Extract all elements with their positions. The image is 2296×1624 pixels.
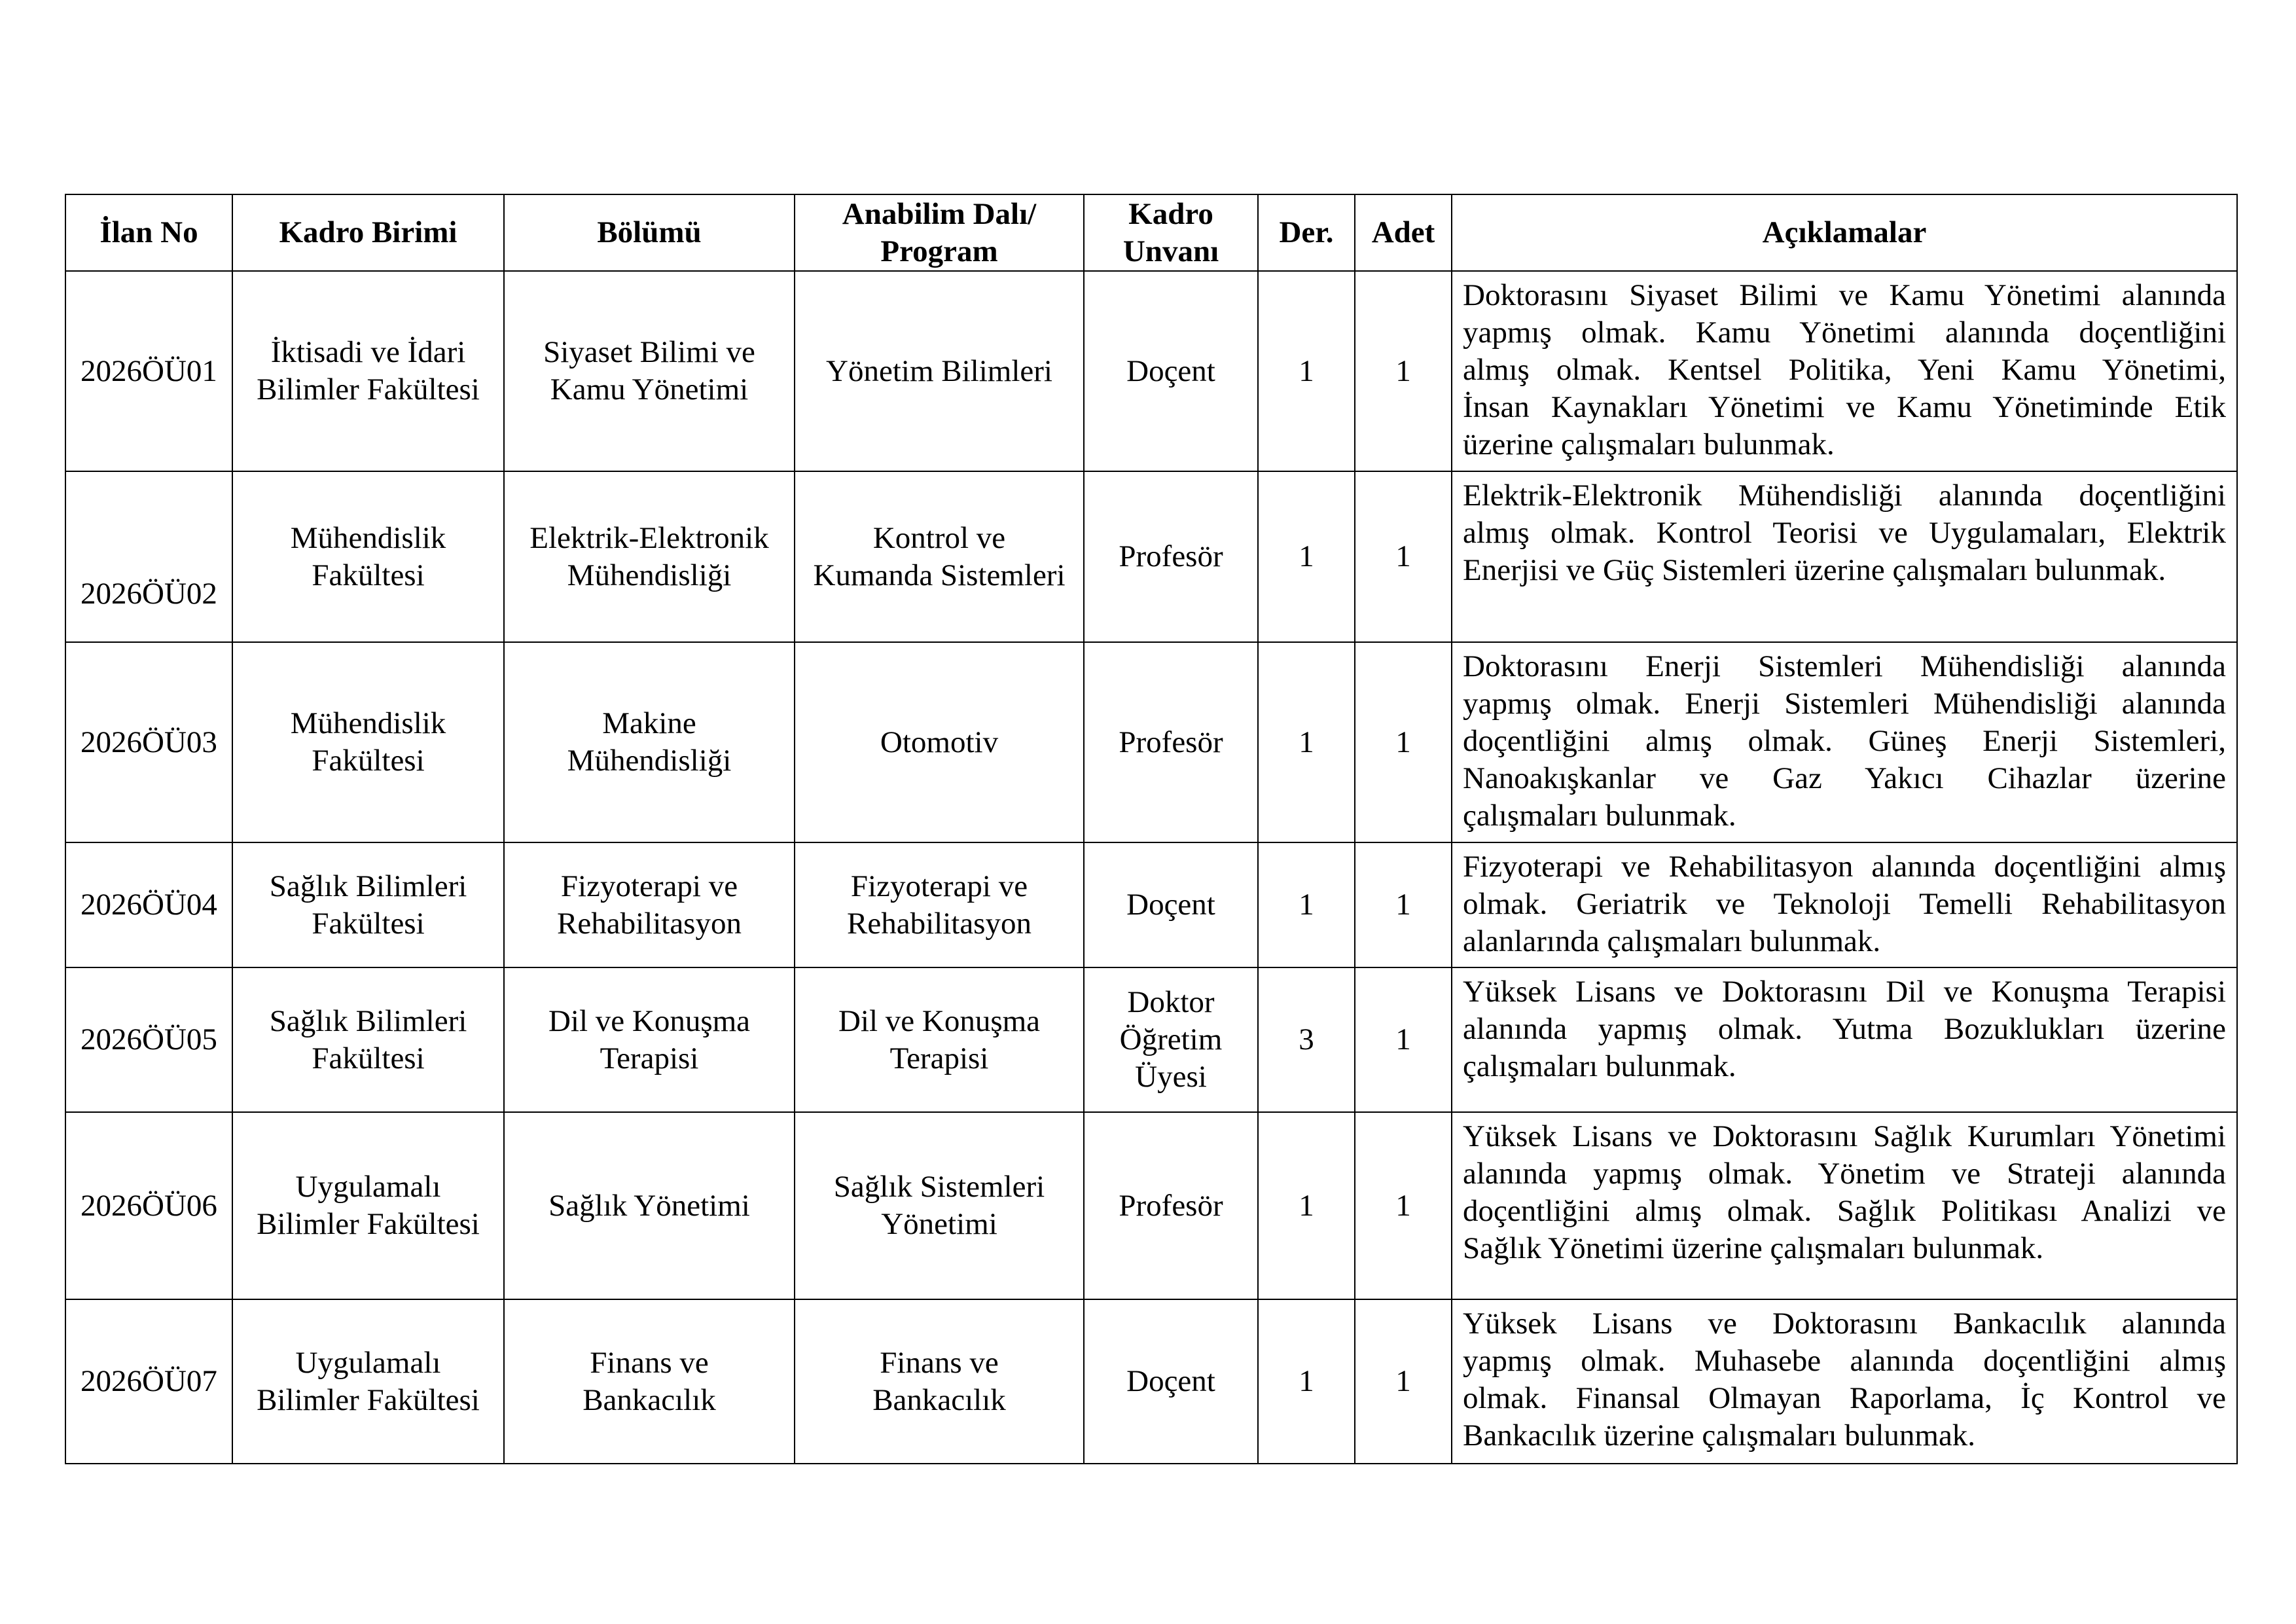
aciklama-cell: Yüksek Lisans ve Doktorasını Sağlık Kurumları Yönetimi alanında yapmış olmak. Yönetim ve Strateji alanında doçentliğini almış olmak. Sağlık Politikası Analizi ve Sağlık Yönetimi üzerine çalışmaları bulunmak. [1452,1112,2237,1299]
der-cell: 1 [1258,842,1355,967]
table-row [65,471,2237,642]
table-row [65,1299,2237,1464]
bolum-cell: Sağlık Yönetimi [504,1112,795,1299]
ilan-no-cell: 2026ÖÜ04 [65,842,232,967]
adet-cell: 1 [1355,642,1452,842]
aciklama-cell: Doktorasını Siyaset Bilimi ve Kamu Yönetimi alanında yapmış olmak. Kamu Yönetimi alanında doçentliğini almış olmak. Kentsel Politika, Yeni Kamu Yönetimi, İnsan Kaynakları Yönetimi ve Kamu Yönetiminde Etik üzerine çalışmaları bulunmak. [1452,271,2237,471]
unvan-cell: Doçent [1084,271,1258,471]
adet-cell: 1 [1355,842,1452,967]
kadro-birimi-cell: Uygulamalı Bilimler Fakültesi [232,1299,504,1464]
table-row [65,967,2237,1112]
der-cell: 1 [1258,471,1355,642]
der-cell: 1 [1258,642,1355,842]
unvan-cell: Profesör [1084,471,1258,642]
bolum-cell: Makine Mühendisliği [504,642,795,842]
header-row [65,194,2237,271]
ilan-no-cell: 2026ÖÜ01 [65,271,232,471]
table-row [65,642,2237,842]
ilan-no-cell: 2026ÖÜ03 [65,642,232,842]
ilan-no-cell: 2026ÖÜ05 [65,967,232,1112]
ilan-no-cell: 2026ÖÜ02 [65,471,232,642]
anabilim-cell: Fizyoterapi ve Rehabilitasyon [795,842,1084,967]
der-cell: 1 [1258,271,1355,471]
adet-cell: 1 [1355,967,1452,1112]
aciklama-cell: Yüksek Lisans ve Doktorasını Dil ve Konuşma Terapisi alanında yapmış olmak. Yutma Bozuklukları üzerine çalışmaları bulunmak. [1452,967,2237,1112]
kadro-birimi-cell: İktisadi ve İdari Bilimler Fakültesi [232,271,504,471]
anabilim-cell: Sağlık Sistemleri Yönetimi [795,1112,1084,1299]
anabilim-cell: Dil ve Konuşma Terapisi [795,967,1084,1112]
aciklama-cell: Yüksek Lisans ve Doktorasını Bankacılık alanında yapmış olmak. Muhasebe alanında doçentliğini almış olmak. Finansal Olmayan Raporlama, İç Kontrol ve Bankacılık üzerine çalışmaları bulunmak. [1452,1299,2237,1464]
header-ilan-no: İlan No [65,194,232,271]
anabilim-cell: Kontrol ve Kumanda Sistemleri [795,471,1084,642]
kadro-table [65,194,2238,1464]
header-aciklamalar: Açıklamalar [1452,194,2237,271]
adet-cell: 1 [1355,271,1452,471]
bolum-cell: Dil ve Konuşma Terapisi [504,967,795,1112]
kadro-birimi-cell: Sağlık Bilimleri Fakültesi [232,842,504,967]
kadro-birimi-cell: Uygulamalı Bilimler Fakültesi [232,1112,504,1299]
header-kadro-birimi: Kadro Birimi [232,194,504,271]
kadro-birimi-cell: Mühendislik Fakültesi [232,471,504,642]
adet-cell: 1 [1355,1112,1452,1299]
adet-cell: 1 [1355,471,1452,642]
table-row [65,271,2237,471]
aciklama-cell: Doktorasını Enerji Sistemleri Mühendisliği alanında yapmış olmak. Enerji Sistemleri Mühendisliği alanında doçentliğini almış olmak. Güneş Enerji Sistemleri, Nanoakışkanlar ve Gaz Yakıcı Cihazlar üzerine çalışmaları bulunmak. [1452,642,2237,842]
header-adet: Adet [1355,194,1452,271]
der-cell: 1 [1258,1112,1355,1299]
anabilim-cell: Yönetim Bilimleri [795,271,1084,471]
header-anabilim: Anabilim Dalı/ Program [795,194,1084,271]
bolum-cell: Finans ve Bankacılık [504,1299,795,1464]
adet-cell: 1 [1355,1299,1452,1464]
ilan-no-cell: 2026ÖÜ07 [65,1299,232,1464]
header-der: Der. [1258,194,1355,271]
anabilim-cell: Finans ve Bankacılık [795,1299,1084,1464]
table-row [65,1112,2237,1299]
bolum-cell: Siyaset Bilimi ve Kamu Yönetimi [504,271,795,471]
der-cell: 1 [1258,1299,1355,1464]
unvan-cell: Doktor Öğretim Üyesi [1084,967,1258,1112]
anabilim-cell: Otomotiv [795,642,1084,842]
ilan-no-cell: 2026ÖÜ06 [65,1112,232,1299]
bolum-cell: Fizyoterapi ve Rehabilitasyon [504,842,795,967]
bolum-cell: Elektrik-Elektronik Mühendisliği [504,471,795,642]
der-cell: 3 [1258,967,1355,1112]
table-row [65,842,2237,967]
unvan-cell: Doçent [1084,842,1258,967]
unvan-cell: Profesör [1084,642,1258,842]
header-kadro-unvani: Kadro Unvanı [1084,194,1258,271]
kadro-birimi-cell: Sağlık Bilimleri Fakültesi [232,967,504,1112]
unvan-cell: Profesör [1084,1112,1258,1299]
aciklama-cell: Fizyoterapi ve Rehabilitasyon alanında doçentliğini almış olmak. Geriatrik ve Teknoloji Temelli Rehabilitasyon alanlarında çalışmaları bulunmak. [1452,842,2237,967]
aciklama-cell: Elektrik-Elektronik Mühendisliği alanında doçentliğini almış olmak. Kontrol Teorisi ve Uygulamaları, Elektrik Enerjisi ve Güç Sistemleri üzerine çalışmaları bulunmak. [1452,471,2237,642]
unvan-cell: Doçent [1084,1299,1258,1464]
kadro-birimi-cell: Mühendislik Fakültesi [232,642,504,842]
header-bolumu: Bölümü [504,194,795,271]
